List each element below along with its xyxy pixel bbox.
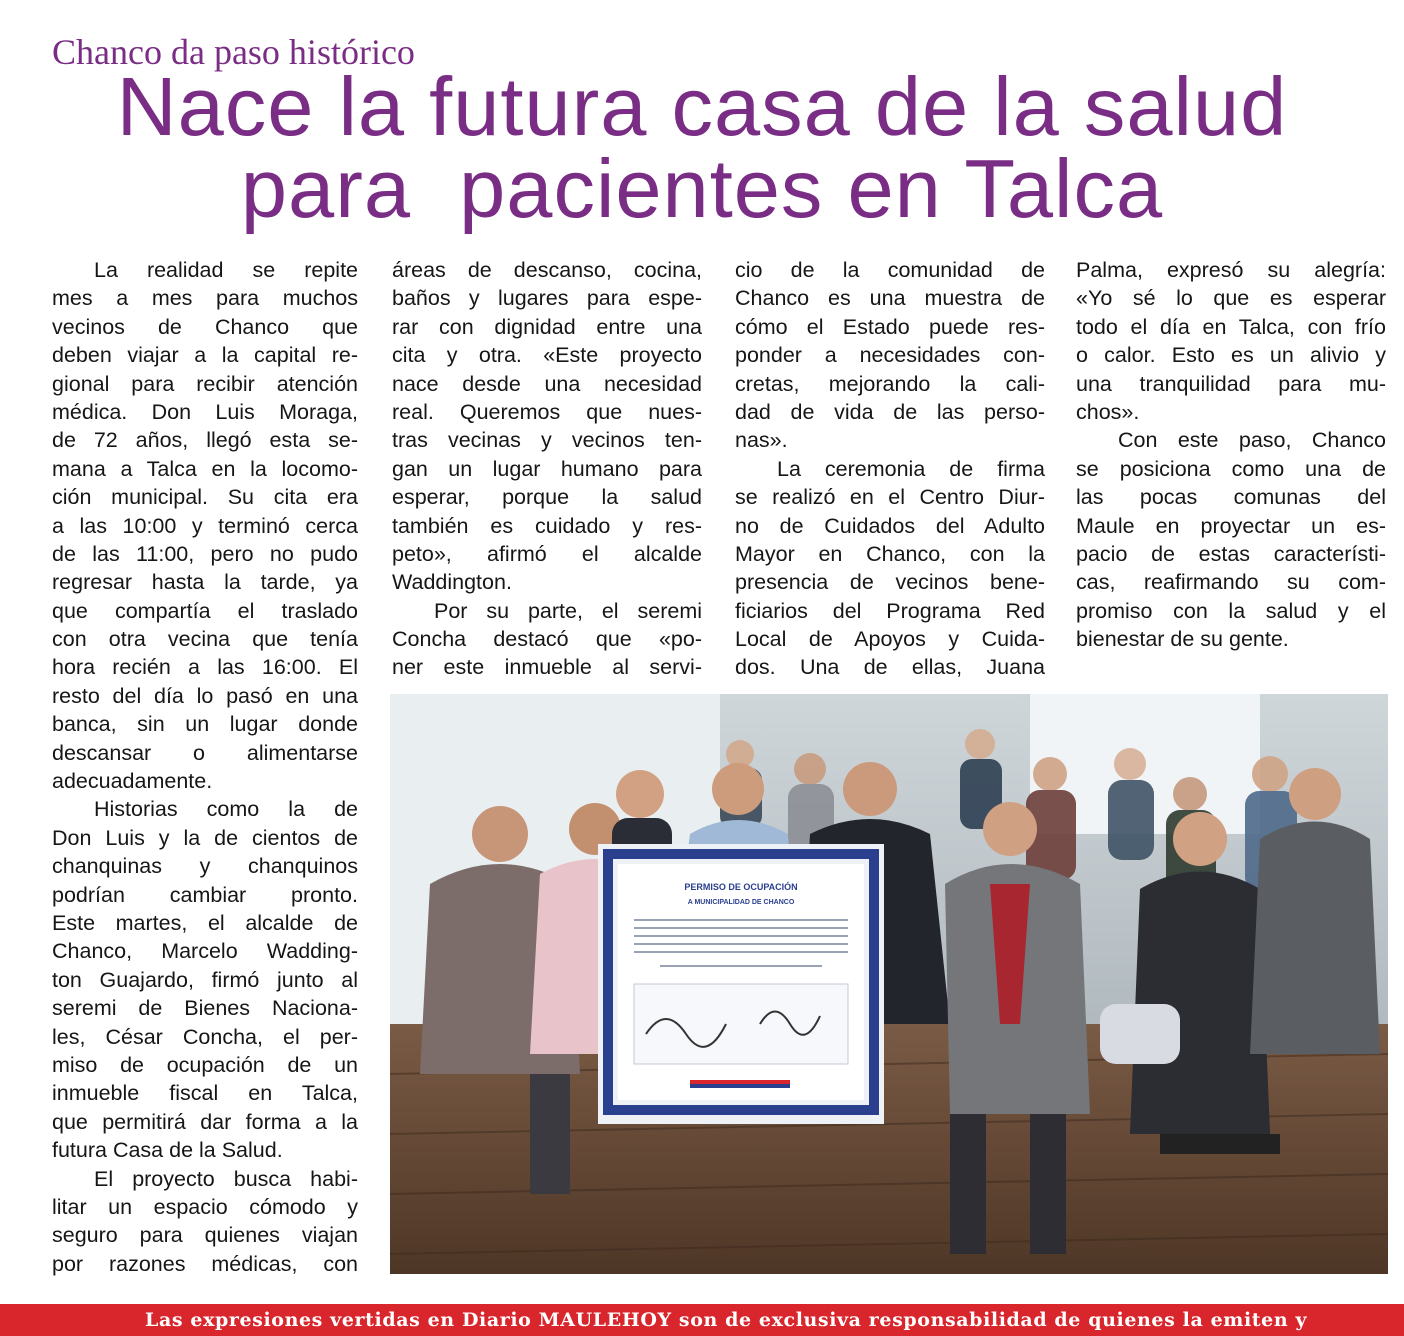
column-text-line: real. Queremos que nues- <box>392 399 702 424</box>
column-text-line: cas, reafirmando su com- <box>1076 570 1386 595</box>
signed-permit-board <box>598 844 884 1124</box>
column-text-line: mana a Talca en la locomo- <box>52 456 358 481</box>
column-text-line: ton Guajardo, firmó junto al <box>52 967 358 992</box>
article-column-3 <box>735 256 1045 682</box>
column-text-line: se realizó en el Centro Diur- <box>735 485 1045 510</box>
column-text-line: peto», afirmó el alcalde <box>392 541 702 566</box>
headline-line-1: Nace la futura casa de la salud <box>116 60 1288 153</box>
column-text-line: ficiarios del Programa Red <box>735 598 1045 623</box>
column-text-line: ner este inmueble al servi- <box>392 655 702 680</box>
column-text-line: también es cuidado y res- <box>392 513 702 538</box>
column-text-line: seguro para quienes viajan <box>52 1223 358 1248</box>
column-text-line: rar con dignidad entre una <box>392 314 702 339</box>
column-text-line: cio de la comunidad de <box>735 258 1045 282</box>
sign-subtitle: A MUNICIPALIDAD DE CHANCO <box>687 899 795 906</box>
column-text-line: médica. Don Luis Moraga, <box>52 399 358 424</box>
column-text-line: gan un lugar humano para <box>392 456 702 481</box>
column-text-line: por razones médicas, con <box>52 1251 358 1276</box>
column-text-line: futura Casa de la Salud. <box>52 1138 283 1163</box>
column-text-line: o calor. Esto es un alivio y <box>1076 343 1386 368</box>
column-text-line: tras vecinas y vecinos ten- <box>392 428 702 453</box>
column-text-line: cómo el Estado puede res- <box>735 314 1045 339</box>
article-kicker: Chanco da paso histórico <box>52 32 415 72</box>
column-text-line: chanquinas y chanquinos <box>52 854 358 879</box>
sign-title: PERMISO DE OCUPACIÓN <box>684 882 798 892</box>
footer-disclaimer: Las expresiones vertidas en Diario MAULEHOY son de exclusiva responsabilidad de quienes la emiten y <box>145 1309 1308 1331</box>
column-text-line: Palma, expresó su alegría: <box>1076 258 1386 282</box>
column-text-line: podrían cambiar pronto. <box>52 882 358 907</box>
column-text-line: se posiciona como una de <box>1076 456 1386 481</box>
headline-line-2: para pacientes en Talca <box>240 142 1164 235</box>
column-text-line: bienestar de su gente. <box>1076 627 1289 652</box>
column-text-line: nace desde una necesidad <box>392 371 702 396</box>
column-text-line: ponder a necesidades con- <box>735 343 1045 368</box>
column-text-line: áreas de descanso, cocina, <box>392 258 702 282</box>
column-text-line: banca, sin un lugar donde <box>52 712 358 737</box>
column-text-line: Historias como la de <box>94 797 358 822</box>
column-text-line: cretas, mejorando la cali- <box>735 371 1045 396</box>
article-column-2 <box>392 256 702 682</box>
column-text-line: las pocas comunas del <box>1076 485 1386 510</box>
column-text-line: que compartía el traslado <box>52 598 358 623</box>
photo-illustration <box>390 694 1388 1274</box>
column-text-line: Por su parte, el seremi <box>434 598 702 623</box>
column-text-line: una tranquilidad para mu- <box>1076 371 1386 396</box>
article-column-1 <box>52 256 358 1278</box>
column-text-line: con otra vecina que tenía <box>52 627 358 652</box>
column-text-line: litar un espacio cómodo y <box>52 1194 358 1219</box>
column-text-line: deben viajar a la capital re- <box>52 343 358 368</box>
column-text-line: Chanco, Marcelo Wadding- <box>52 939 358 964</box>
column-text-line: les, César Concha, el per- <box>52 1024 358 1049</box>
column-text-line: Maule en proyectar un es- <box>1076 513 1386 538</box>
column-text-line: mes a mes para muchos <box>52 286 358 311</box>
column-text-line: resto del día lo pasó en una <box>52 683 358 708</box>
column-text-line: Con este paso, Chanco <box>1118 428 1386 453</box>
column-text-line: seremi de Bienes Naciona- <box>52 996 358 1021</box>
column-text-line: chos». <box>1076 399 1140 424</box>
column-text-line: Don Luis y la de cientos de <box>52 825 358 850</box>
column-text-line: que permitirá dar forma a la <box>52 1109 358 1134</box>
column-text-line: ción municipal. Su cita era <box>52 485 358 510</box>
column-text-line: El proyecto busca habi- <box>94 1166 358 1191</box>
column-text-line: adecuadamente. <box>52 769 213 794</box>
column-text-line: baños y lugares para espe- <box>392 286 702 311</box>
column-text-line: dad de vida de las perso- <box>735 399 1045 424</box>
column-text-line: dos. Una de ellas, Juana <box>735 655 1045 680</box>
column-text-line: descansar o alimentarse <box>52 740 358 765</box>
column-text-line: «Yo sé lo que es esperar <box>1076 286 1386 311</box>
column-text-line: gional para recibir atención <box>52 371 358 396</box>
column-text-line: Este martes, el alcalde de <box>52 910 358 935</box>
column-text-line: presencia de vecinos bene- <box>735 570 1045 595</box>
column-text-line: pacio de estas característi- <box>1076 541 1386 566</box>
column-text-line: no de Cuidados del Adulto <box>735 513 1045 538</box>
column-text-line: regresar hasta la tarde, ya <box>52 570 358 595</box>
column-text-line: inmueble fiscal en Talca, <box>52 1081 358 1106</box>
column-text-line: Local de Apoyos y Cuida- <box>735 627 1045 652</box>
column-text-line: Chanco es una muestra de <box>735 286 1045 311</box>
column-text-line: miso de ocupación de un <box>52 1052 358 1077</box>
column-text-line: Concha destacó que «po- <box>392 627 702 652</box>
column-text-line: de 72 años, llegó esta se- <box>52 428 358 453</box>
article-photo <box>390 694 1388 1274</box>
column-text-line: todo el día en Talca, con frío <box>1076 314 1386 339</box>
column-text-line: a las 10:00 y terminó cerca <box>52 513 358 538</box>
column-text-line: La realidad se repite <box>94 258 358 282</box>
article-headline <box>0 60 1404 235</box>
column-text-line: hora recién a las 16:00. El <box>52 655 358 680</box>
column-text-line: La ceremonia de firma <box>777 456 1045 481</box>
column-text-line: cita y otra. «Este proyecto <box>392 343 702 368</box>
column-text-line: promiso con la salud y el <box>1076 598 1386 623</box>
column-text-line: Mayor en Chanco, con la <box>735 541 1045 566</box>
column-text-line: vecinos de Chanco que <box>52 314 358 339</box>
column-text-line: nas». <box>735 428 788 453</box>
article-column-4 <box>1076 256 1386 653</box>
column-text-line: de las 11:00, pero no pudo <box>52 541 358 566</box>
column-text-line: Waddington. <box>392 570 512 595</box>
footer-disclaimer-bar <box>0 1304 1404 1336</box>
column-text-line: esperar, porque la salud <box>392 485 702 510</box>
